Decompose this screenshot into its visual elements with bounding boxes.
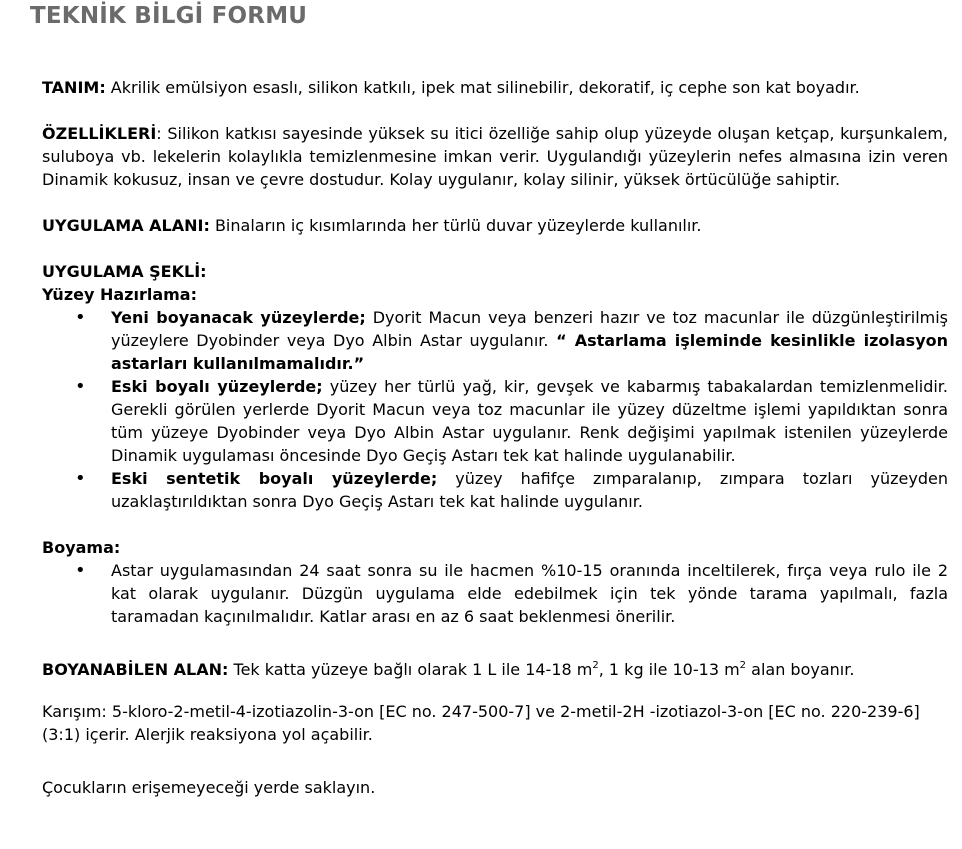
list-item-bold: Eski sentetik boyalı yüzeylerde;: [111, 469, 438, 488]
list-item: [42, 306, 948, 375]
uyari-paragraph: Çocukların erişemeyeceği yerde saklayın.: [42, 778, 376, 797]
yuzey-hazirlama-list: [42, 306, 948, 513]
karisim-paragraph: Karışım: 5-kloro-2-metil-4-izotiazolin-3-on [EC no. 247-500-7] ve 2-metil-2H -izotiazol-3-on [EC no. 220-239-6] (3:1) içerir. Alerjik reaksiyona yol açabilir.: [42, 702, 920, 744]
list-item: [42, 467, 948, 513]
list-item-text: yüzey hafifçe zımparalanıp, zımpara tozları yüzeyden uzaklaştırıldıktan sonra Dyo Geçiş Astarı tek kat halinde uygulanır.: [111, 469, 949, 511]
ozellikleri-label: ÖZELLİKLERİ: [42, 124, 157, 143]
document-title: TEKNİK BİLGİ FORMU: [30, 3, 308, 29]
superscript: 2: [592, 660, 599, 671]
uygulama-alani-paragraph: [42, 214, 948, 237]
boyama-heading: Boyama:: [42, 538, 121, 557]
uygulama-sekli-heading: UYGULAMA ŞEKLİ:: [42, 262, 207, 281]
list-item-text: yüzey her türlü yağ, kir, gevşek ve kabarmış tabakalardan temizlenmelidir. Gerekli görülen yerlerde Dyorit Macun veya toz macunlar ile yüzey düzeltme işlemi yapıldıktan sonra tüm yüzeye Dyobinder veya Dyo Albin Astar uygulanır. Renk değişimi yapılmak istenilen yüzeylerde Dinamik uygulaması öncesinde Dyo Geçiş Astarı tek kat halinde uygulanabilir.: [111, 377, 949, 465]
yuzey-hazirlama-heading: Yüzey Hazırlama:: [42, 285, 197, 304]
ozellikleri-paragraph: [42, 122, 948, 191]
list-item: [42, 375, 948, 467]
superscript: 2: [739, 660, 747, 671]
list-item-bold: Yeni boyanacak yüzeylerde;: [111, 308, 366, 327]
document-body: [42, 76, 948, 799]
tanim-label: TANIM:: [42, 78, 106, 97]
uygulama-alani-label: UYGULAMA ALANI:: [42, 216, 210, 235]
boyanabilen-alan-text-3: alan boyanır.: [746, 660, 855, 679]
boyanabilen-alan-text-2: , 1 kg ile 10-13 m: [598, 660, 740, 679]
tanim-paragraph: [42, 76, 948, 99]
tanim-text: Akrilik emülsiyon esaslı, silikon katkılı, ipek mat silinebilir, dekoratif, iç cephe son kat boyadır.: [105, 78, 860, 97]
uygulama-alani-text: Binaların iç kısımlarında her türlü duvar yüzeylerde kullanılır.: [209, 216, 702, 235]
boyama-list: [42, 559, 948, 628]
boyanabilen-alan-text-1: Tek katta yüzeye bağlı olarak 1 L ile 14-18 m: [228, 660, 593, 679]
ozellikleri-text: : Silikon katkısı sayesinde yüksek su itici özelliğe sahip olup yüzeyde oluşan ketçap, kurşunkalem, suluboya vb. lekelerin kolaylıkla temizlenmesine imkan verir. Uygulandığı yüzeylerin nefes almasına izin veren Dinamik kokusuz, insan ve çevre dostudur. Kolay uygulanır, kolay silinir, yüksek örtücülüğe sahiptir.: [42, 124, 948, 189]
list-item-bold: Eski boyalı yüzeylerde;: [111, 377, 323, 396]
boyanabilen-alan-paragraph: [42, 658, 948, 681]
boyanabilen-alan-label: BOYANABİLEN ALAN:: [42, 660, 229, 679]
list-item: • Astar uygulamasından 24 saat sonra su ile hacmen %10-15 oranında inceltilerek, fırça veya rulo ile 2 kat olarak uygulanır. Düzgün uygulama elde edebilmek için tek yönde tarama yapılmalı, fazla taramadan kaçınılmalıdır. Katlar arası en az 6 saat beklenmesi önerilir.: [42, 559, 948, 628]
list-item-bold-end: “ Astarlama işleminde kesinlikle izolasyon astarları kullanılmamalıdır.”: [111, 331, 948, 373]
list-item-text: Dyorit Macun veya benzeri hazır ve toz macunlar ile düzgünleştirilmiş yüzeylere Dyobinder veya Dyo Albin Astar uygulanır.: [111, 308, 948, 350]
